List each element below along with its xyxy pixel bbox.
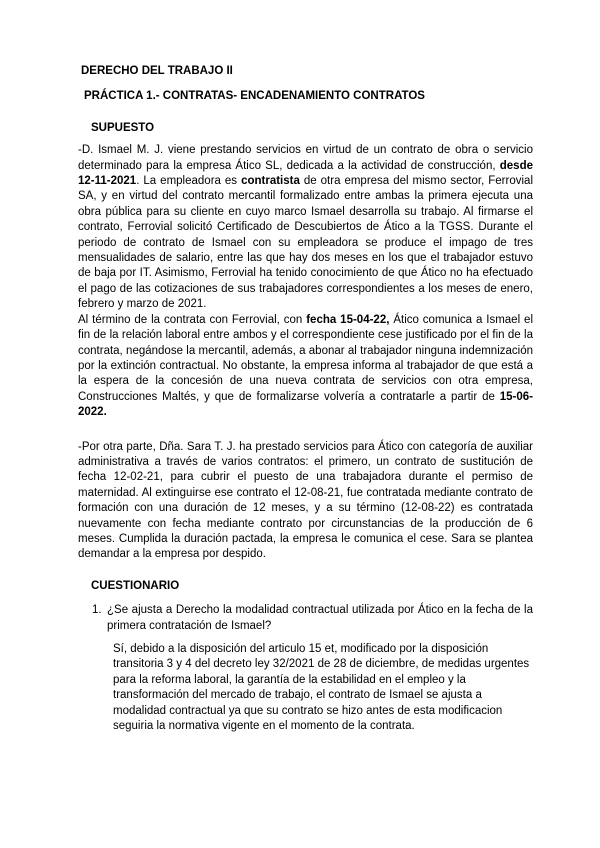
text-run: Al término de la contrata con Ferrovial, con [78,313,307,326]
text-run: Ático comunica a Ismael el fin de la relación laboral entre ambos y el correspondiente cese justificado por el fin de la contrata, negándose la mercantil, además, a abonar al trabajador ninguna indemnización por la extinción contractual. No obstante, la empresa informa al trabajador de que está a la espera de la concesión de una nueva contrata de servicios con otra empresa, Construcciones Maltés, y que de formalizarse volvería a contratarle a partir de [78,313,533,403]
text-run: 15-06-2022. [78,390,533,419]
text-run: contratista [241,175,300,188]
practice-title: PRÁCTICA 1.- CONTRATAS- ENCADENAMIENTO CONTRATOS [84,90,425,103]
question-1-text: ¿Se ajusta a Derecho la modalidad contractual utilizada por Ático en la fecha de la primera contratación de Ismael? [107,604,533,632]
section-cuestionario [78,579,533,735]
cuestionario-heading: CUESTIONARIO [91,579,180,592]
text-run: -Por otra parte, Dña. Sara T. J. ha prestado servicios para Ático con categoría de auxiliar administrativa a través de varios contratos: el primero, un contrato de sustitución de fecha 12-02-21, para cubrir el puesto de una trabajadora durante el permiso de maternidad. Al extinguirse ese contrato el 12-08-21, fue contratada mediante contrato de formación con una duración de 12 meses, y a su término (12-08-22) es contratada nuevamente con fecha mediante contrato por circunstancias de la producción de 6 meses. Cumplida la duración pactada, la empresa le comunica el cese. Sara se plantea demandar a la empresa por despido. [78,440,533,561]
text-run: de otra empresa del mismo sector, Ferrovial SA, y en virtud del contrato mercantil formalizado entre ambas la primera ejecuta una obra pública para su cliente en cuyo marco Ismael desarrolla su trabajo. Al firmarse el contrato, Ferrovial solicitó Certificado de Descubiertos de Ático a la TGSS. Durante el periodo de contrato de Ismael con su empleadora se produce el impago de tres mensualidades de salario, entre las que hay dos meses en los que el trabajador estuvo de baja por IT. Asimismo, Ferrovial ha tenido conocimiento de que Ático no ha efectuado el pago de las cotizaciones de sus trabajadores correspondientes a los meses de enero, febrero y marzo de 2021. [78,175,533,311]
question-1 [78,603,533,634]
text-run: fecha 15-04-22, [306,313,390,326]
paragraph-sara [78,440,533,563]
paragraph-ismael-contract [78,143,533,312]
question-1-number: 1. [92,604,102,617]
course-title: DERECHO DEL TRABAJO II [81,65,233,77]
section-supuesto [78,121,533,563]
text-run: -D. Ismael M. J. viene prestando servicios en virtud de un contrato de obra o servicio determinado para la empresa Ático SL, dedicada a la actividad de construcción, [78,144,533,172]
paragraph-contract-end [78,313,533,421]
question-1-answer: Sí, debido a la disposición del articulo 15 et, modificado por la disposición transitoria 3 y 4 del decreto ley 32/2021 de 28 de diciembre, de medidas urgentes para la reforma laboral, la garantía de la estabilidad en el empleo y la transformación del mercado de trabajo, el contrato de Ismael se ajusta a modalidad contractual ya que su contrato se hizo antes de esta modificacion seguiria la normativa vigente en el momento de la contrata. [113,643,530,733]
supuesto-body [78,143,533,563]
supuesto-heading: SUPUESTO [91,121,155,134]
text-run: . La empleadora es [136,175,242,188]
text-run: desde 12-11-2021 [78,159,533,188]
